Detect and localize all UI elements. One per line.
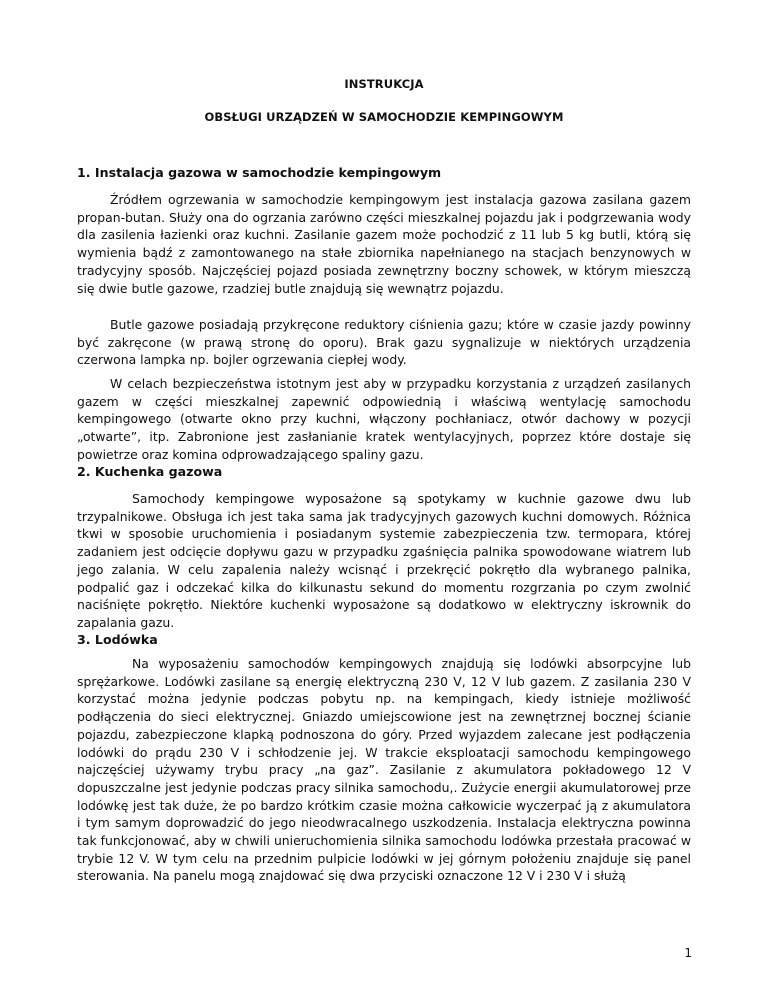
document-title: INSTRUKCJA	[344, 77, 424, 91]
paragraph-fridge: Na wyposażeniu samochodów kempingowych znajdują się lodówki absorpcyjne lub sprężarkowe. Lodówki zasilane są energię elektryczną 230 V, 12 V lub gazem. Z zasilania 230 V korzystać można jedynie podczas pobytu np. na kempingach, kiedy istnieje możliwość podłączenia do sieci elektrycznej. Gniazdo umiejscowione jest na zewnętrznej bocznej ścianie pojazdu, zabezpieczone klapką podnoszona do góry. Przed wyjazdem zalecane jest podłączenia lodówki do prądu 230 V i schłodzenie jej. W trakcie eksploatacji samochodu kempingowego najczęściej używamy trybu pracy „na gaz”. Zasilanie z akumulatora pokładowego 12 V dopuszczalne jest jedynie podczas pracy silnika samochodu,. Zużycie energii akumulatorowej prze lodówkę jest tak duże, że po bardzo krótkim czasie można całkowicie wyczerpać ją z akumulatora i tym samym doprowadzić do jego nieodwracalnego uszkodzenia. Instalacja elektryczna powinna tak funkcjonować, aby w chwili unieruchomienia silnika samochodu lodówka przestała pracować w trybie 12 V. W tym celu na przednim pulpicie lodówki w jej górnym położeniu znajduje się panel sterowania. Na panelu mogą znajdować się dwa przyciski oznaczone 12 V i 230 V i służą	[77, 656, 691, 884]
section-heading-fridge: 3. Lodówka	[77, 632, 158, 647]
paragraph-gas-reducers: Butle gazowe posiadają przykręcone reduktory ciśnienia gazu; które w czasie jazdy powinny być zakręcone (w prawą stronę do oporu). Brak gazu sygnalizuje w niektórych urządzenia czerwona lampka np. bojler ogrzewania ciepłej wody.	[77, 317, 691, 368]
paragraph-gas-ventilation: W celach bezpieczeństwa istotnym jest aby w przypadku korzystania z urządzeń zasilanych gazem w części mieszkalnej zapewnić odpowiednią i właściwą wentylację samochodu kempingowego (otwarte okno przy kuchni, włączony pochłaniacz, otwór dachowy w pozycji „otwarte”, itp. Zabronione jest zasłanianie kratek wentylacyjnych, poprzez które dostaje się powietrze oraz komina odprowadzającego spaliny gazu.	[77, 376, 691, 462]
section-heading-gas-stove: 2. Kuchenka gazowa	[77, 464, 223, 479]
paragraph-gas-source: Źródłem ogrzewania w samochodzie kempingowym jest instalacja gazowa zasilana gazem propan-butan. Służy ona do ogrzania zarówno części mieszkalnej pojazdu jak i podgrzewania wody dla zasilenia łazienki oraz kuchni. Zasilanie gazem może pochodzić z 11 lub 5 kg butli, którą się wymienia bądź z zamontowanego na stałe zbiornika napełnianego na stacjach benzynowych w tradycyjny sposób. Najczęściej pojazd posiada zewnętrzny boczny schowek, w którym mieszczą się dwie butle gazowe, rzadziej butle znajdują się wewnątrz pojazdu.	[77, 192, 691, 296]
document-subtitle: OBSŁUGI URZĄDZEŃ W SAMOCHODZIE KEMPINGOWYM	[204, 110, 564, 124]
page-number: 1	[684, 946, 692, 960]
section-heading-gas-installation: 1. Instalacja gazowa w samochodzie kempingowym	[77, 165, 442, 180]
paragraph-gas-stove: Samochody kempingowe wyposażone są spotykamy w kuchnie gazowe dwu lub trzypalnikowe. Obsługa ich jest taka sama jak tradycyjnych gazowych kuchni domowych. Różnica tkwi w sposobie uruchomienia i posiadanym systemie zabezpieczenia tzw. termopara, której zadaniem jest odcięcie dopływu gazu w przypadku zgaśnięcia palnika spowodowane wiatrem lub jego zalania. W celu zapalenia należy wcisnąć i przekręcić pokrętło dla wybranego palnika, podpalić gaz i odczekać kilka do kilkunastu sekund do momentu rozgrzania po czym zwolnić naciśnięte pokrętło. Niektóre kuchenki wyposażone są dodatkowo w elektryczny iskrownik do zapalania gazu.	[77, 491, 691, 630]
